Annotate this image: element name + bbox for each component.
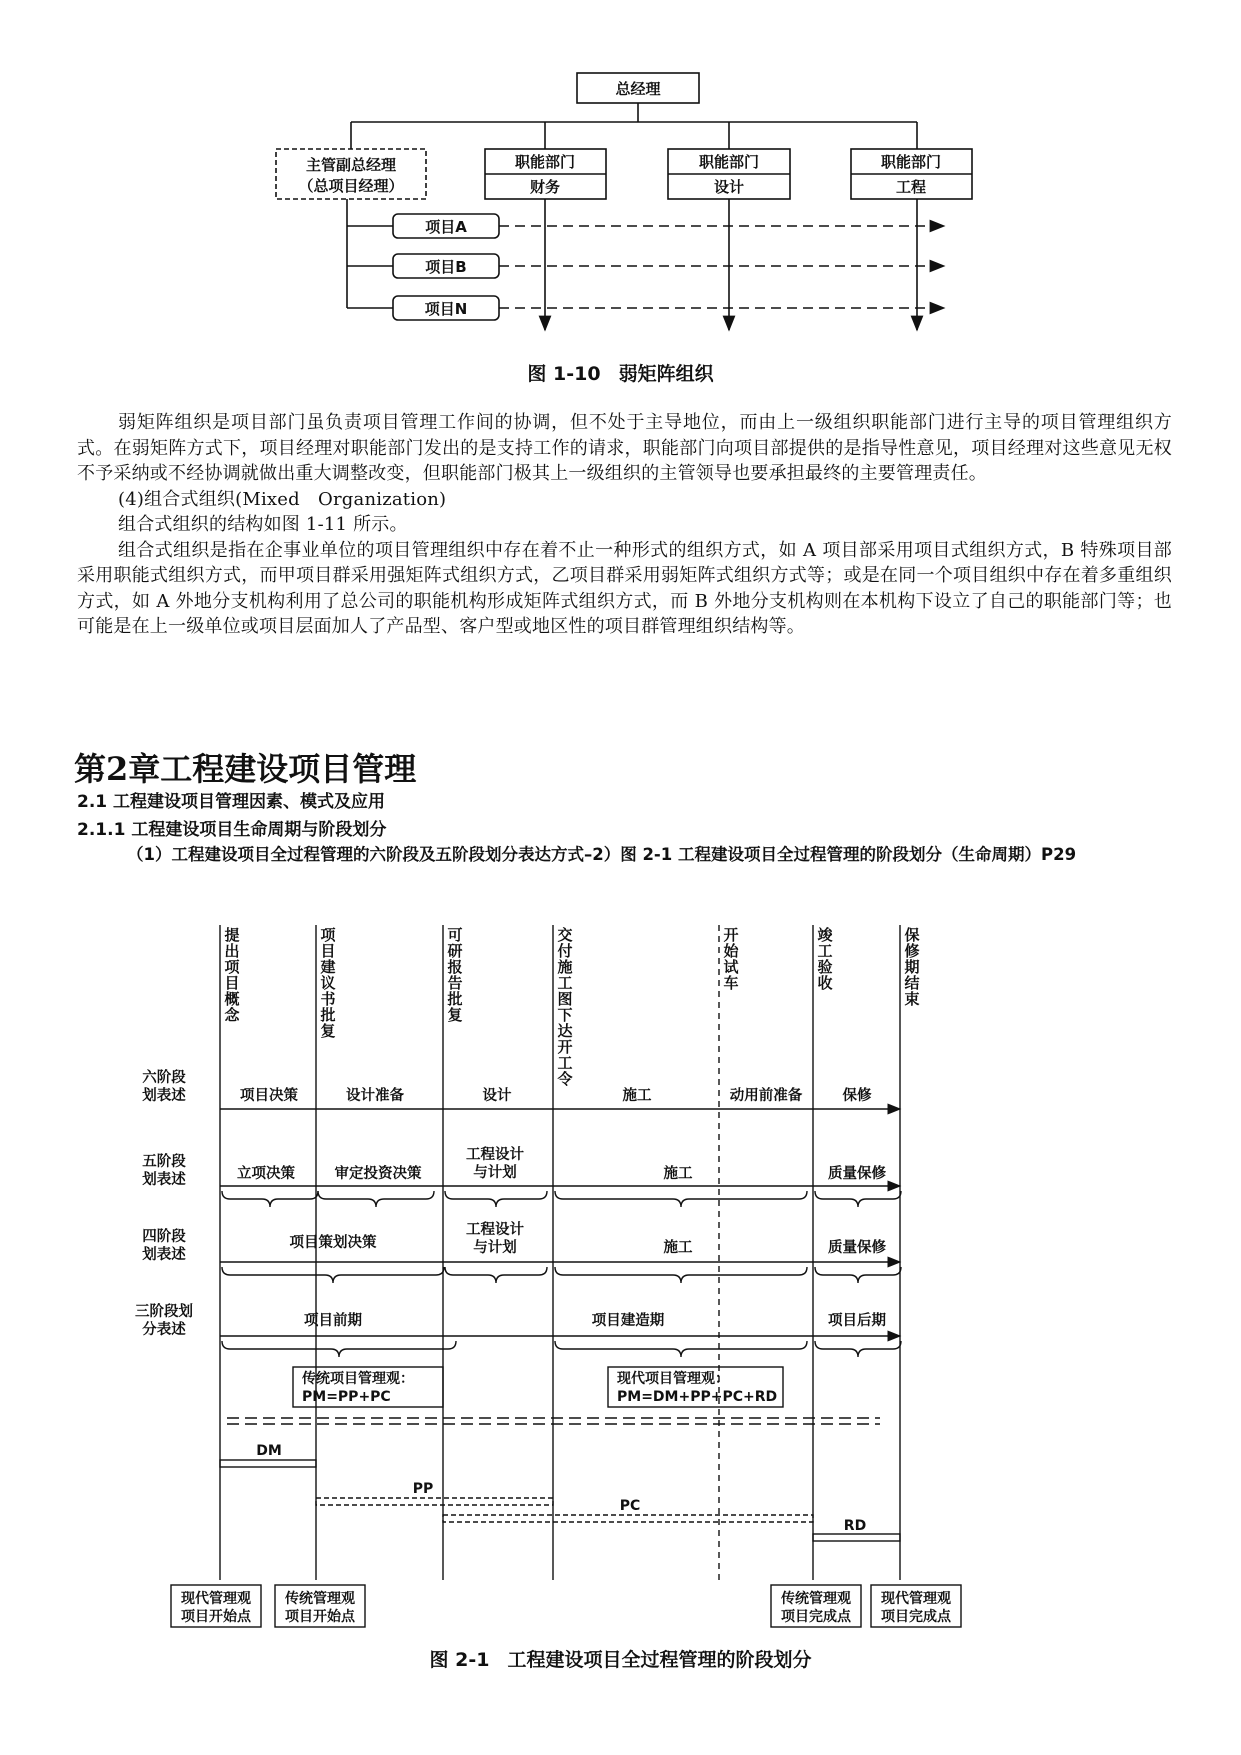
row-label: 分表述	[142, 1322, 186, 1338]
bottom-box-line2: 项目开始点	[285, 1609, 355, 1625]
caption-text: 弱矩阵组织	[618, 363, 714, 385]
three-stage-label: 项目后期	[828, 1313, 886, 1329]
four-stage-label: 工程设计	[466, 1222, 524, 1238]
three-stage-label: 项目前期	[304, 1313, 362, 1329]
pp-bar	[316, 1498, 553, 1505]
bottom-box-line2: 项目开始点	[181, 1609, 251, 1625]
five-stage-label: 与计划	[473, 1165, 517, 1181]
general-manager-label: 总经理	[615, 80, 661, 98]
milestone-label: 交付施工图下达开工令	[557, 926, 573, 1088]
six-stage-label: 设计	[482, 1088, 512, 1104]
six-stage-label: 保修	[842, 1088, 872, 1104]
dept-sub: 设计	[713, 178, 745, 196]
bar-label-pc: PC	[619, 1498, 641, 1514]
project-label: 项目N	[424, 300, 468, 318]
project-label: 项目B	[425, 258, 467, 276]
caption-number: 图 1-10	[527, 363, 601, 385]
milestone-label: 竣工验收	[817, 926, 833, 992]
bottom-box-line1: 传统管理观	[285, 1591, 355, 1607]
brace	[815, 1341, 901, 1357]
dept-sub: 财务	[529, 178, 561, 196]
milestone-label: 项目建议书批复	[320, 926, 336, 1040]
modern-view-title: 现代项目管理观：	[617, 1371, 729, 1387]
six-stage-label: 设计准备	[346, 1088, 404, 1104]
five-stage-label: 质量保修	[828, 1166, 886, 1182]
dept-label: 职能部门	[698, 153, 760, 171]
brace	[222, 1267, 444, 1283]
paragraph: 组合式组织是指在企事业单位的项目管理组织中存在着不止一种形式的组织方式，如 A 项目部采用项目式组织方式，B 特殊项目部采用职能式组织方式，而甲项目群采用强矩阵式组织方式，乙项目群采用弱矩阵式组织方式等；或是在同一个项目组织中存在着多重组织方式，如 A 外地分支机构利用了总公司的职能机构形成矩阵式组织方式，而 B 外地分支机构则在本机构下设立了自己的职能部门等；也可能是在上一级单位或项目层面加人了产品型、客户型或地区性的项目群管理组织结构等。	[77, 539, 1172, 637]
brace	[445, 1267, 547, 1283]
bar-label-rd: RD	[843, 1518, 867, 1534]
brace	[222, 1341, 456, 1357]
vp-label-line2: （总项目经理）	[298, 177, 404, 195]
row-label: 四阶段	[142, 1229, 186, 1245]
rd-bar	[813, 1534, 900, 1541]
row-label: 六阶段	[142, 1070, 186, 1086]
chapter-heading: 第2章工程建设项目管理	[74, 750, 417, 788]
bottom-box-line1: 现代管理观	[881, 1591, 951, 1607]
lifecycle-phase-diagram	[0, 920, 1241, 1640]
five-stage-label: 施工	[663, 1166, 693, 1182]
row-label: 划表述	[142, 1088, 186, 1104]
row-label: 划表述	[142, 1247, 186, 1263]
figure-1-10-caption	[0, 359, 1241, 386]
dept-label: 职能部门	[514, 153, 576, 171]
traditional-view-formula: PM=PP+PC	[302, 1389, 391, 1405]
paragraph: (4)组合式组织(Mixed Organization)	[118, 488, 447, 510]
brace	[222, 1191, 318, 1207]
three-stage-label: 项目建造期	[591, 1313, 665, 1329]
section-heading: 2.1 工程建设项目管理因素、模式及应用	[77, 792, 386, 812]
pc-bar	[443, 1515, 813, 1522]
five-stage-label: 工程设计	[466, 1147, 524, 1163]
figure-2-1-caption	[0, 1645, 1241, 1672]
bottom-box-line1: 传统管理观	[781, 1591, 851, 1607]
brace	[555, 1191, 807, 1207]
five-stage-label: 立项决策	[237, 1166, 295, 1182]
bar-label-dm: DM	[256, 1443, 282, 1459]
bold-paragraph	[77, 842, 1177, 868]
dept-sub: 工程	[895, 178, 927, 196]
five-stage-label: 审定投资决策	[334, 1166, 422, 1182]
dept-label: 职能部门	[880, 153, 942, 171]
four-stage-label: 与计划	[473, 1240, 517, 1256]
modern-view-formula: PM=DM+PP+PC+RD	[617, 1389, 778, 1405]
milestone-label: 开始试车	[723, 926, 739, 992]
six-stage-label: 施工	[622, 1088, 652, 1104]
row-label: 五阶段	[142, 1154, 186, 1170]
dm-bar	[220, 1460, 316, 1467]
paragraph: 弱矩阵组织是项目部门虽负责项目管理工作间的协调，但不处于主导地位，而由上一级组织职能部门进行主导的项目管理组织方式。在弱矩阵方式下，项目经理对职能部门发出的是支持工作的请求，职能部门向项目部提供的是指导性意见，项目经理对这些意见无权不予采纳或不经协调就做出重大调整改变，但职能部门极其上一级组织的主管领导也要承担最终的主要管理责任。	[77, 412, 1172, 484]
vp-label-line1: 主管副总经理	[305, 156, 397, 174]
row-label: 划表述	[142, 1172, 186, 1188]
six-stage-label: 项目决策	[240, 1088, 298, 1104]
bottom-box-line2: 项目完成点	[781, 1609, 851, 1625]
project-label: 项目A	[425, 218, 467, 236]
paragraph: 组合式组织的结构如图 1-11 所示。	[118, 514, 408, 535]
brace	[815, 1191, 901, 1207]
brace	[555, 1341, 807, 1357]
org-chart-weak-matrix	[0, 0, 1241, 360]
brace	[318, 1191, 434, 1207]
body-text	[77, 410, 1172, 640]
six-stage-label: 动用前准备	[729, 1088, 803, 1104]
four-stage-label: 项目策划决策	[289, 1235, 377, 1251]
traditional-view-title: 传统项目管理观：	[302, 1371, 414, 1387]
caption-text: 工程建设项目全过程管理的阶段划分	[507, 1649, 812, 1671]
milestone-label: 保修期结束	[904, 926, 920, 1008]
brace	[445, 1191, 547, 1207]
bold-paragraph-text: （1）工程建设项目全过程管理的六阶段及五阶段划分表达方式–2）图 2-1 工程建设项目全过程管理的阶段划分（生命周期）P29	[127, 845, 1077, 864]
four-stage-label: 施工	[663, 1240, 693, 1256]
four-stage-label: 质量保修	[828, 1240, 886, 1256]
milestone-label: 提出项目概念	[224, 926, 240, 1024]
subsection-heading: 2.1.1 工程建设项目生命周期与阶段划分	[77, 820, 387, 840]
brace	[555, 1267, 807, 1283]
bar-label-pp: PP	[412, 1481, 434, 1497]
row-label: 三阶段划	[135, 1304, 193, 1320]
brace	[815, 1267, 901, 1283]
caption-number: 图 2-1	[429, 1649, 490, 1671]
bottom-box-line1: 现代管理观	[181, 1591, 251, 1607]
bottom-box-line2: 项目完成点	[881, 1609, 951, 1625]
milestone-label: 可研报告批复	[447, 926, 463, 1024]
